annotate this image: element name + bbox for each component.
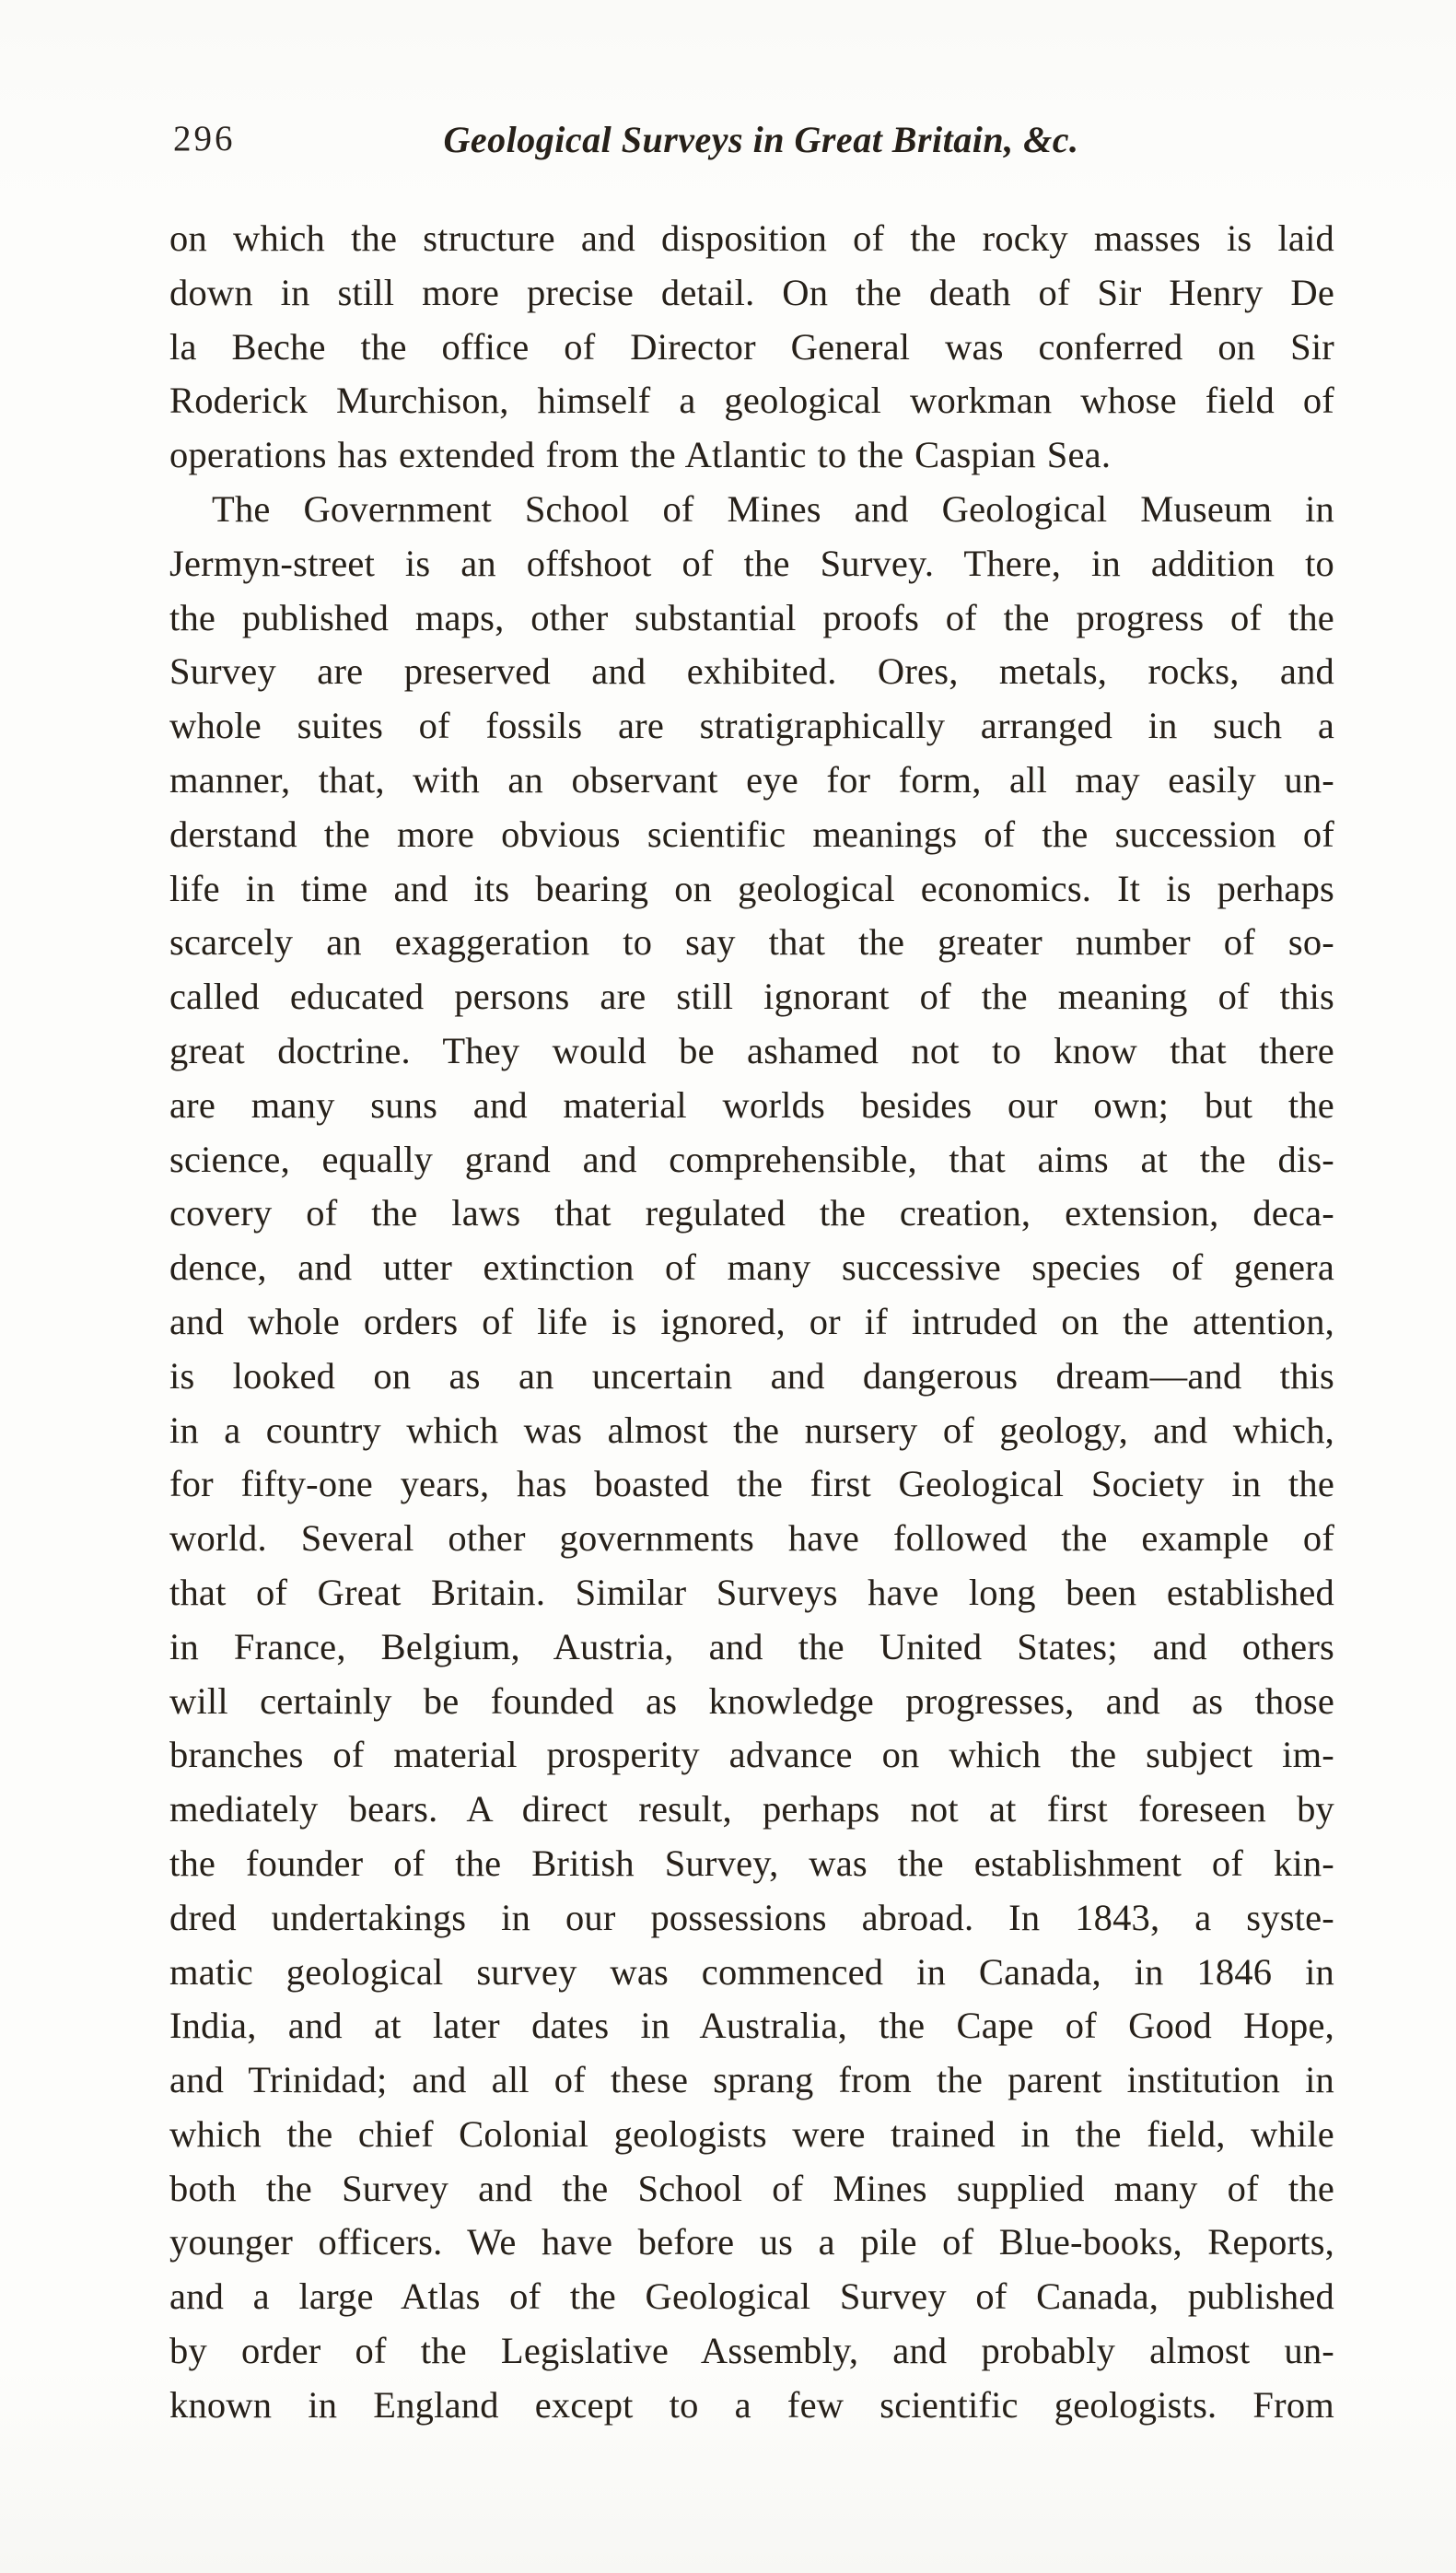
text-line: Survey are preserved and exhibited. Ores, metals, rocks, and [169,650,1334,693]
text-line: called educated persons are still ignorant of the meaning of this [169,976,1334,1018]
text-line: in a country which was almost the nursery of geology, and which, [169,1409,1334,1451]
text-line: whole suites of fossils are stratigraphically arranged in such a [169,705,1334,747]
page-number: 296 [173,119,236,158]
text-line: India, and at later dates in Australia, the Cape of Good Hope, [169,2005,1334,2047]
text-line: which the chief Colonial geologists were trained in the field, while [169,2112,1334,2155]
running-title: Geological Surveys in Great Britain, &c. [443,119,1079,160]
text-line: dence, and utter extinction of many successive species of genera [169,1246,1334,1289]
text-line: are many suns and material worlds besides our own; but the [169,1083,1334,1126]
paragraph [169,483,1334,2433]
text-line: derstand the more obvious scientific meanings of the succession of [169,813,1334,855]
text-line: in France, Belgium, Austria, and the United States; and others [169,1625,1334,1667]
text-line: and whole orders of life is ignored, or if intruded on the attention, [169,1300,1334,1342]
text-line: Jermyn-street is an offshoot of the Survey. There, in addition to [169,542,1334,584]
text-line: covery of the laws that regulated the creation, extension, deca- [169,1192,1334,1234]
text-line: on which the structure and disposition of the rocky masses is laid [169,217,1334,259]
text-line: science, equally grand and comprehensible, that aims at the dis- [169,1138,1334,1180]
text-line: scarcely an exaggeration to say that the greater number of so- [169,921,1334,964]
text-line: dred undertakings in our possessions abroad. In 1843, a syste- [169,1896,1334,1938]
text-line: world. Several other governments have followed the example of [169,1517,1334,1560]
paragraph [169,212,1334,483]
text-line: la Beche the office of Director General was conferred on Sir [169,325,1334,368]
text-line: the published maps, other substantial proofs of the progress of the [169,596,1334,638]
page-header [169,118,1334,175]
text-line: will certainly be founded as knowledge progresses, and as those [169,1679,1334,1722]
text-line: branches of material prosperity advance on which the subject im- [169,1734,1334,1776]
text-line: manner, that, with an observant eye for form, all may easily un- [169,758,1334,801]
text-line: the founder of the British Survey, was the establishment of kin- [169,1842,1334,1884]
text-line: great doctrine. They would be ashamed not to know that there [169,1029,1334,1071]
text-line: for fifty-one years, has boasted the first Geological Society in the [169,1463,1334,1505]
text-line: down in still more precise detail. On the death of Sir Henry De [169,271,1334,313]
text-line: Roderick Murchison, himself a geological workman whose field of [169,380,1334,422]
text-line: by order of the Legislative Assembly, and probably almost un- [169,2330,1334,2372]
text-line: that of Great Britain. Similar Surveys have long been established [169,1571,1334,1613]
page-body [169,212,1334,2433]
text-line: both the Survey and the School of Mines supplied many of the [169,2167,1334,2209]
text-line: The Government School of Mines and Geological Museum in [212,487,1334,530]
text-line: and a large Atlas of the Geological Survey of Canada, published [169,2275,1334,2318]
text-line: operations has extended from the Atlantic to the Caspian Sea. [169,434,1112,476]
text-line: is looked on as an uncertain and dangerous dream—and this [169,1354,1334,1397]
text-line: mediately bears. A direct result, perhaps not at first foreseen by [169,1788,1334,1830]
text-line: known in England except to a few scientific geologists. From [169,2383,1334,2426]
text-line: life in time and its bearing on geological economics. It is perhaps [169,867,1334,909]
text-line: matic geological survey was commenced in Canada, in 1846 in [169,1950,1334,1993]
text-line: younger officers. We have before us a pile of Blue-books, Reports, [169,2221,1334,2263]
text-line: and Trinidad; and all of these sprang from the parent institution in [169,2059,1334,2101]
